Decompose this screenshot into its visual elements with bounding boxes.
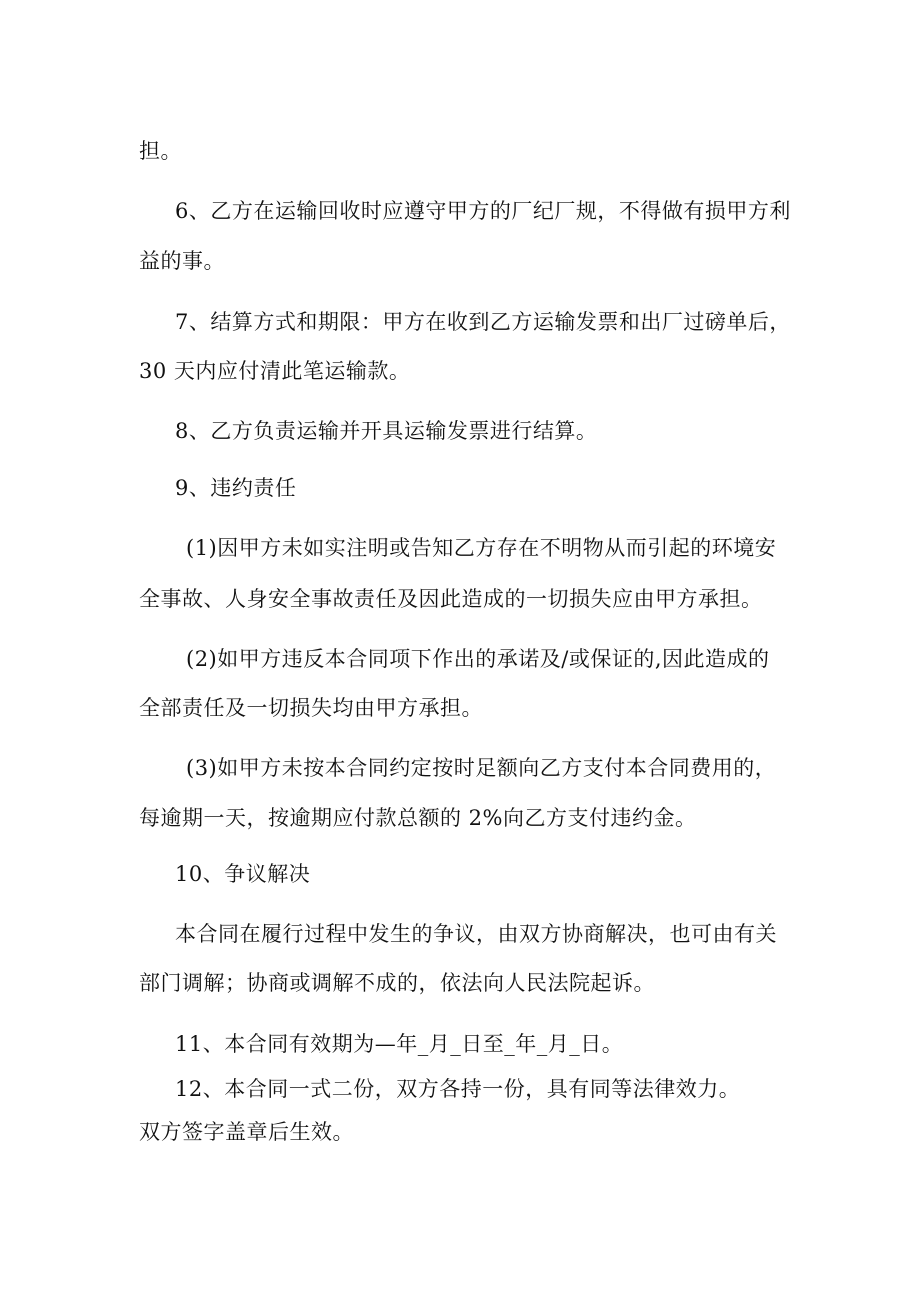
clause-6-line-2: 益的事。 bbox=[139, 249, 225, 273]
clause-9-3-line-1: (3)如甲方未按本合同约定按时足额向乙方支付本合同费用的， bbox=[186, 756, 777, 780]
clause-11-line: 11、本合同有效期为—年_月_日至_年_月_日。 bbox=[175, 1032, 624, 1056]
clause-9-1-line-1: (1)因甲方未如实注明或告知乙方存在不明物从而引起的环境安 bbox=[186, 536, 777, 560]
clause-9-2-line-2: 全部责任及一切损失均由甲方承担。 bbox=[139, 696, 483, 720]
clause-10-line-1: 本合同在履行过程中发生的争议，由双方协商解决，也可由有关 bbox=[175, 922, 777, 946]
clause-9-3-line-2: 每逾期一天，按逾期应付款总额的 2%向乙方支付违约金。 bbox=[139, 806, 697, 830]
clause-7-line-1: 7、结算方式和期限：甲方在收到乙方运输发票和出厂过磅单后， bbox=[175, 310, 791, 334]
clause-6-line-1: 6、乙方在运输回收时应遵守甲方的厂纪厂规，不得做有损甲方利 bbox=[175, 199, 791, 223]
clause-8-line: 8、乙方负责运输并开具运输发票进行结算。 bbox=[175, 419, 598, 443]
clause-12-line: 12、本合同一式二份，双方各持一份，具有同等法律效力。 bbox=[175, 1077, 741, 1101]
clause-9-heading: 9、违约责任 bbox=[175, 476, 297, 500]
clause-7-line-2: 30 天内应付清此笔运输款。 bbox=[139, 359, 411, 383]
clause-9-2-line-1: (2)如甲方违反本合同项下作出的承诺及/或保证的,因此造成的 bbox=[186, 647, 770, 671]
text-line: 担。 bbox=[139, 139, 182, 163]
effective-note-line: 双方签字盖章后生效。 bbox=[139, 1120, 354, 1144]
clause-10-line-2: 部门调解；协商或调解不成的，依法向人民法院起诉。 bbox=[139, 971, 655, 995]
clause-10-heading: 10、争议解决 bbox=[175, 862, 311, 886]
clause-9-1-line-2: 全事故、人身安全事故责任及因此造成的一切损失应由甲方承担。 bbox=[139, 587, 763, 611]
